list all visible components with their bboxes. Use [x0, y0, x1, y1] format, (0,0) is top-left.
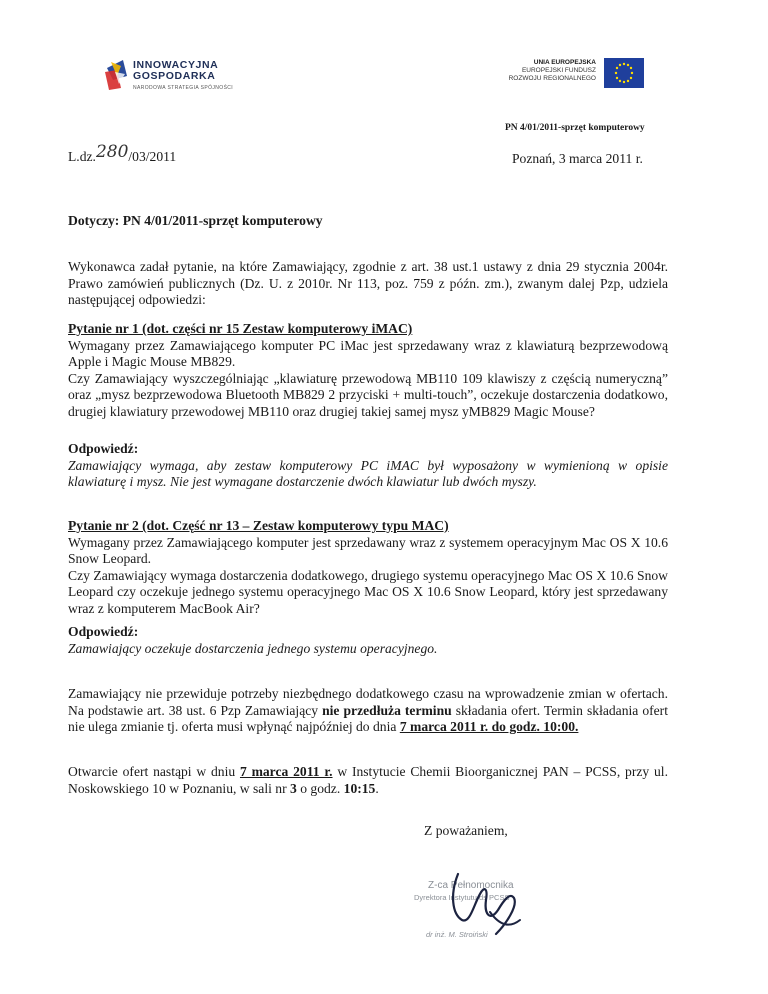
closing-p1-bold: nie przedłuża terminu — [322, 702, 452, 718]
ld-handwritten: 280 — [95, 142, 129, 162]
ig-emblem-icon — [103, 58, 129, 92]
closing-paragraph-1 — [68, 686, 668, 736]
answer-1 — [68, 441, 668, 491]
subject-line: Dotyczy: PN 4/01/2011-sprzęt komputerowy — [68, 213, 323, 228]
ld-number — [68, 142, 177, 166]
stamp-line2: Dyrektora Instytutu ds PCSS — [414, 893, 510, 902]
closing-p2-part-b: w Instytucie Chemii Bioorganicznej PAN – PCSS, przy ul. Noskowskiego 10 w Poznaniu, w sali nr — [68, 764, 668, 796]
question-1-heading: Pytanie nr 1 (dot. części nr 15 Zestaw komputerowy iMAC) — [68, 321, 413, 336]
closing-p2-date: 7 marca 2011 r. — [239, 764, 333, 779]
ld-suffix: /03/2011 — [128, 149, 177, 164]
question-2-text1: Wymagany przez Zamawiającego komputer jest sprzedawany wraz z systemem operacyjnym Mac OS X 10.6 Snow Leopard. — [68, 534, 668, 567]
question-1 — [68, 321, 668, 421]
closing-p1-part-a: Zamawiający nie przewiduje potrzeby niezbędnego dodatkowego czasu na wprowadzenie zmian w ofertach. Na podstawie art. 38 ust. 6 Pzp Zamawiający — [68, 686, 668, 718]
greeting: Z poważaniem, — [424, 823, 508, 838]
ig-line1: INNOWACYJNA — [133, 59, 219, 71]
eu-logo — [478, 58, 648, 90]
closing-p2-part-a: Otwarcie ofert nastąpi w dniu — [68, 764, 240, 779]
eu-logo-text — [478, 59, 596, 83]
handwritten-signature-icon — [440, 864, 530, 948]
answer-2-text: Zamawiający oczekuje dostarczenia jednego systemu operacyjnego. — [68, 640, 438, 656]
signature-stamp — [400, 868, 600, 968]
closing-p1-deadline: 7 marca 2011 r. do godz. 10:00. — [399, 719, 579, 735]
closing-p2-part-c: o godz. — [296, 780, 344, 796]
innowacyjna-gospodarka-logo — [103, 58, 263, 102]
stamp-line3: dr inż. M. Stroiński — [426, 930, 488, 939]
question-2-heading: Pytanie nr 2 (dot. Część nr 13 – Zestaw komputerowy typu MAC) — [68, 518, 449, 533]
ig-logo-text — [133, 60, 218, 82]
eu-line1: UNIA EUROPEJSKA — [533, 59, 596, 66]
closing-paragraph-2 — [68, 764, 668, 797]
closing-p2-time: 10:15 — [343, 780, 376, 796]
closing-p1-part-b: składania ofert. Termin składania ofert nie ulega zmianie tj. oferta musi wpłynąć najpóźniej do dnia — [68, 702, 668, 735]
reference-number: PN 4/01/2011-sprzęt komputerowy — [505, 123, 645, 133]
answer-1-text: Zamawiający wymaga, aby zestaw komputerowy PC iMAC był wyposażony w wymienioną w opisie klawiaturę i mysz. Nie jest wymagane dostarczenie dwóch klawiatur lub dwóch myszy. — [68, 457, 668, 490]
question-2-text2: Czy Zamawiający wymaga dostarczenia dodatkowego, drugiego systemu operacyjnego Mac OS X 10.6 Snow Leopard czy oczekuje jednego systemu operacyjnego Mac OS X 10.6 Snow Leopard, który jest sprzedawany wraz z komputerem MacBook Air? — [68, 567, 668, 616]
place-date: Poznań, 3 marca 2011 r. — [512, 151, 643, 166]
ig-tagline: NARODOWA STRATEGIA SPÓJNOŚCI — [133, 85, 234, 91]
eu-line2: EUROPEJSKI FUNDUSZ — [521, 67, 596, 74]
intro-paragraph: Wykonawca zadał pytanie, na które Zamawiający, zgodnie z art. 38 ust.1 ustawy z dnia 29 stycznia 2004r. Prawo zamówień publicznych (Dz. U. z 2010r. Nr 113, poz. 759 z późn. zm.), zwanym dalej Pzp, udziela następującej odpowiedzi: — [68, 259, 668, 308]
answer-2-label: Odpowiedź: — [68, 624, 139, 639]
ig-line2: GOSPODARKA — [133, 70, 216, 82]
closing-p2-end: . — [375, 780, 379, 796]
answer-1-label: Odpowiedź: — [68, 441, 139, 456]
question-1-text1: Wymagany przez Zamawiającego komputer PC iMac jest sprzedawany wraz z klawiaturą bezprzewodową Apple i Magic Mouse MB829. — [68, 337, 668, 370]
stamp-line1: Z-ca Pełnomocnika — [428, 880, 514, 891]
closing-p2-room: 3 — [290, 780, 297, 796]
question-2 — [68, 518, 668, 618]
question-1-text2: Czy Zamawiający wyszczególniając „klawiaturę przewodową MB110 109 klawiszy z częścią numeryczną” oraz „mysz bezprzewodowa Bluetooth MB829 2 przyciski + multi-touch”, oczekuje dostarczenia dodatkowo, drugiej klawiatury przewodowej MB110 oraz drugiej takiej samej mysz yMB829 Magic Mouse? — [68, 370, 668, 419]
answer-2 — [68, 624, 668, 657]
eu-line3: ROZWOJU REGIONALNEGO — [508, 75, 596, 82]
ld-prefix: L.dz. — [68, 149, 96, 164]
eu-flag-icon — [604, 58, 644, 88]
